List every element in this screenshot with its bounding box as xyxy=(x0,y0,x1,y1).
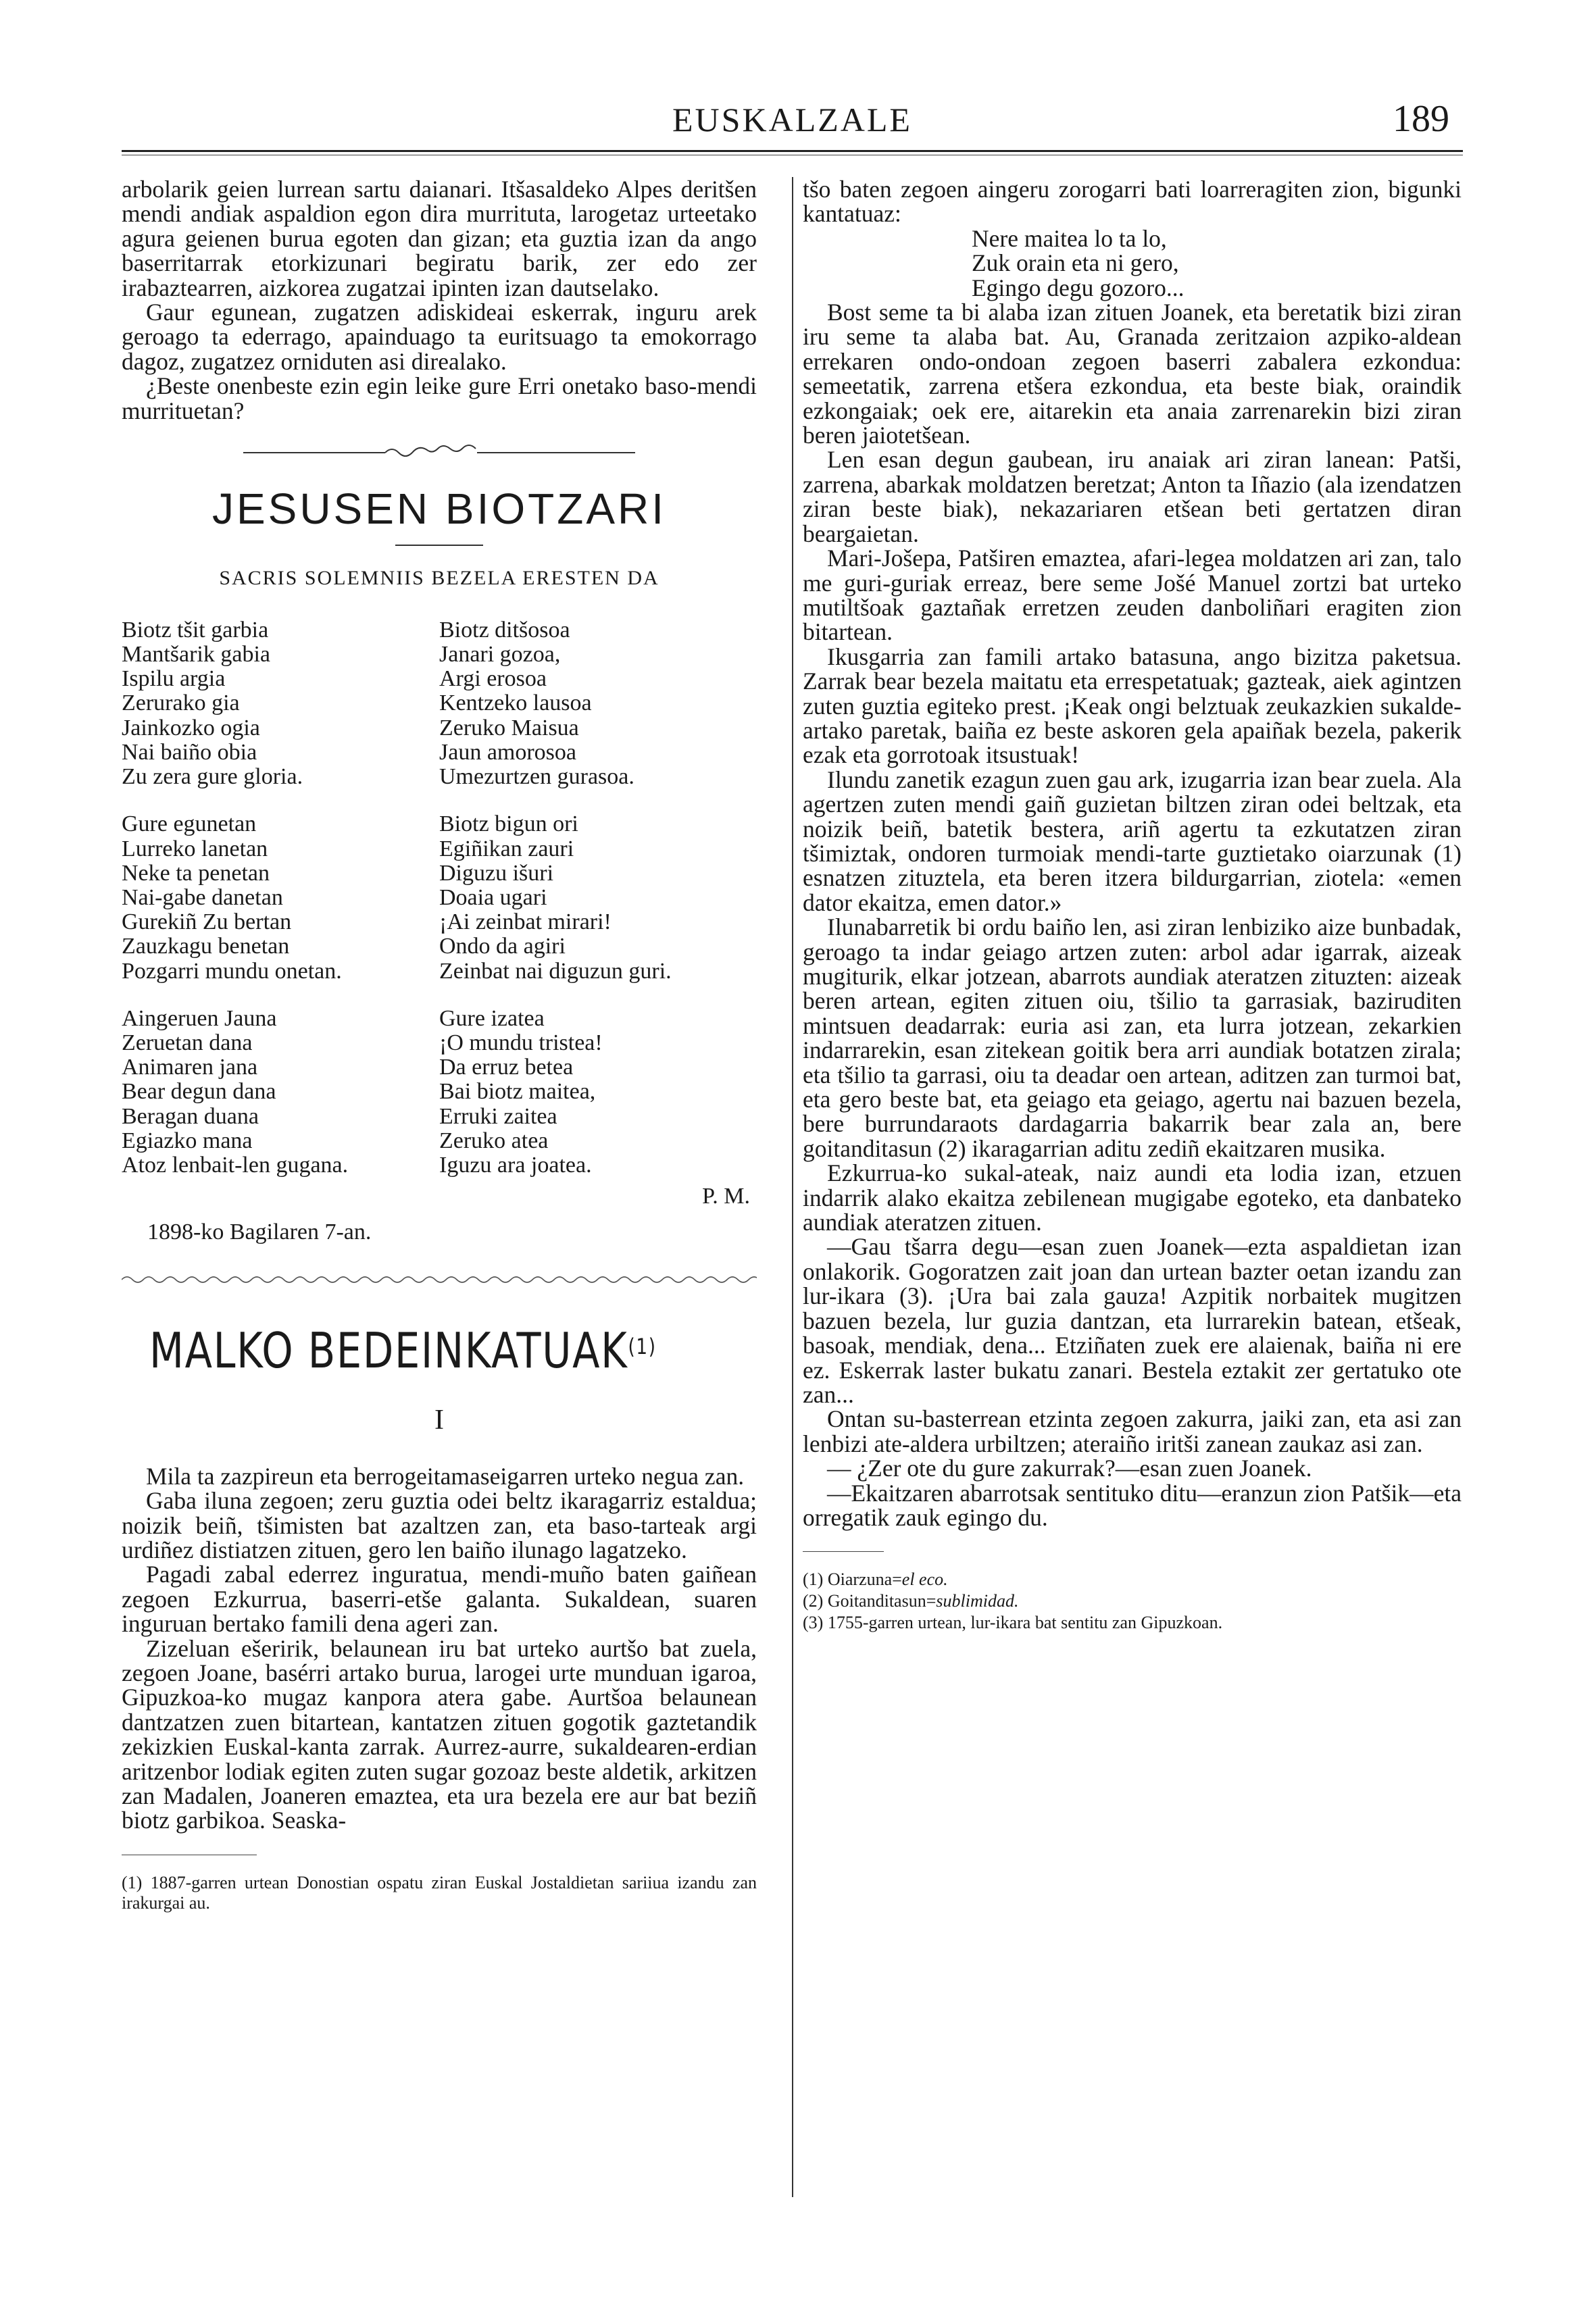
verse-line: Nai baiño obia xyxy=(122,739,257,765)
poem-right-column xyxy=(439,618,757,1201)
verse-line: Argi erosoa xyxy=(439,666,547,692)
footnote-italic: sublimidad. xyxy=(936,1591,1019,1611)
verse-line: Egingo degu gozoro... xyxy=(972,274,1184,301)
wavy-divider-icon xyxy=(122,1272,757,1288)
verse-line: Neke ta penetan xyxy=(122,860,270,886)
stanza xyxy=(122,1007,439,1178)
column-divider xyxy=(792,177,793,2197)
verse-line: Nere maitea lo ta lo, xyxy=(972,224,1167,252)
footnote-number: (2) xyxy=(803,1591,824,1611)
chapter-number: I xyxy=(434,1405,444,1436)
title-rule xyxy=(395,545,483,546)
verse-line: Iguzu ara joatea. xyxy=(439,1152,592,1178)
footnote xyxy=(803,1613,1462,1633)
verse-line: Animaren jana xyxy=(122,1055,258,1080)
verse-line: Bear degun dana xyxy=(122,1079,276,1105)
verse-line: Zeruetan dana xyxy=(122,1030,253,1055)
left-column xyxy=(122,177,757,1915)
story-paragraph: Mari-Jošepa, Patširen emaztea, afari-legea moldatzen ari zan, talo me guri-guriak erreaz, bere seme Jošé Manuel zortzi bat urteko mutiltšoak gaztañak erretzen zeuden danboliñari eragiten zion bitartean. xyxy=(803,545,1462,646)
ornament-divider-icon xyxy=(122,438,757,465)
story-paragraph: —Ekaitzaren abarrotsak sentituko ditu—eranzun zion Patšik—eta orregatik zauk egingo du. xyxy=(803,1479,1462,1531)
poem-title: JESUSEN BIOTZARI xyxy=(211,484,667,534)
footnote-text: Goitanditasun= xyxy=(827,1591,937,1611)
verse-line: Zeruko atea xyxy=(439,1128,549,1153)
intro-paragraph: Gaur egunean, zugatzen adiskideai eskerrak, inguru arek geroago ta ederrago, apainduago ta euritsuago ta emokorrago dagoz, zugatzez orniduten asi direalako. xyxy=(122,299,757,375)
footnote-text: 1755-garren urtean, lur-ikara bat sentitu zan Gipuzkoan. xyxy=(827,1613,1223,1633)
intro-paragraph: arbolarik geien lurrean sartu daianari. Itšasaldeko Alpes deritšen mendi andiak aspaldion egon dira murrituta, larogetaz urteetako agura geienen burua egoten dan gizan; eta guztia izan da ango baserritarrak etorkizunari begiratu barik, zer edo zer irabaztearren, aizkorea zugatzai ipinten izan dautselako. xyxy=(122,176,757,301)
verse-line: Umezurtzen gurasoa. xyxy=(439,764,634,790)
verse-line: Erruki zaitea xyxy=(439,1103,557,1129)
verse-line: Ondo da agiri xyxy=(439,934,566,959)
story-paragraph: Ilunabarretik bi ordu baiño len, asi ziran lenbiziko aize bunbadak, geroago ta indar geiago artzen zuten: arbol adar igarrak, aizeak mugiturik, elkar jotzean, abarrots aundiak ateratzen zituzten: aizeak beren artean, egiten zituen oiu, tšilio ta garrasiak, baziruditen mintsuen deadarrak: euria asi zan, eta lurra jotzean, zekarkien indarrarekin, esan zitekean goitik bera arri aundiak botatzen zirala; eta tšilio ta garrasi, oiu ta deadar oen artean, aditzen zan turmoi bat, eta gero beste bat, eta geiago eta geiago, agertu nai bazuen bezela, bere burrundaraots dardagarria bakarrik bear zala an, bere goitanditasun (2) ikaragarrian aditu zediñ ekaitzaren musika. xyxy=(803,913,1462,1162)
verse-line: Diguzu išuri xyxy=(439,860,554,886)
verse-line: Da erruz betea xyxy=(439,1055,574,1080)
verse-line: Zu zera gure gloria. xyxy=(122,764,303,790)
verse-line: Bai biotz maitea, xyxy=(439,1079,596,1105)
verse-line: Pozgarri mundu onetan. xyxy=(122,958,342,984)
story-paragraph: Bost seme ta bi alaba izan zituen Joanek, eta beretatik bizi ziran iru seme ta alaba bat. Au, Granada zeritzaion azpiko-aldean errekaren ondo-ondoan zegoen baserri zabalera ezkondua: semeetatik, zarrena etšera ezkondua, eta beste biak, oraindik ezkongaiak; oek ere, aitarekin eta anaia zarrenarekin bizi ziran beren jaiotetšean. xyxy=(803,299,1462,449)
running-head xyxy=(122,100,1463,147)
verse-line: Biotz tšit garbia xyxy=(122,617,269,643)
story-paragraph: tšo baten zegoen aingeru zorogarri bati loarreragiten zion, bigunki kantatuaz: xyxy=(803,176,1462,228)
verse-line: Beragan duana xyxy=(122,1103,259,1129)
verse-line: Janari gozoa, xyxy=(439,642,561,668)
footnote-italic: el eco. xyxy=(901,1569,948,1590)
verse-line: Lurreko lanetan xyxy=(122,836,268,861)
story-paragraph: Ikusgarria zan famili artako batasuna, ango bizitza paketsua. Zarrak bear bezela maitatu eta errespetatuak; gazteak, aiek agintzen zuten guztia egiteko prest. ¡Keak ongi belztuak zeukazkien sukalde-artako paretak, baiña ez beste askoren gela apaiñak bezela, pakerik ezak eta gorrotoak itsustuak! xyxy=(803,643,1462,769)
verse-line: Mantšarik gabia xyxy=(122,642,270,668)
verse-line: Egiazko mana xyxy=(122,1128,253,1153)
verse-line: Zeruko Maisua xyxy=(439,715,579,740)
footnotes xyxy=(803,1569,1462,1633)
poem-left-column xyxy=(122,618,439,1201)
footnote-rule xyxy=(803,1551,884,1552)
verse-line: Gurekiñ Zu bertan xyxy=(122,909,292,935)
verse-line: Biotz ditšosoa xyxy=(439,617,570,643)
verse-line: Gure egunetan xyxy=(122,811,257,837)
story-paragraph: Ontan su-basterrean etzinta zegoen zakurra, jaiki zan, eta asi zan lenbizi ate-aldera urbiltzen; ateraiño iritši zanean zaukaz asi zan. xyxy=(803,1405,1462,1457)
footnote-number: (1) xyxy=(803,1569,824,1590)
stanza xyxy=(122,618,439,789)
footnotes xyxy=(122,1873,757,1913)
footnote-text: Oiarzuna= xyxy=(827,1569,902,1590)
story-title-text: MALKO BEDEINKATUAK xyxy=(149,1322,628,1380)
story-title-note: (1) xyxy=(628,1334,657,1360)
journal-title: EUSKALZALE xyxy=(672,101,912,139)
footnote: (1) 1887-garren urtean Donostian ospatu ziran Euskal Jostaldietan sariiua izandu zan irakurgai au. xyxy=(122,1872,757,1913)
verse-line: Egiñikan zauri xyxy=(439,836,574,861)
verse-line: Doaia ugari xyxy=(439,884,547,910)
story-paragraph: Ilundu zanetik ezagun zuen gau ark, izugarria izan bear zuela. Ala agertzen zuten mendi gaiñ guzietan biltzen ziran odei beltzak, eta noizik beiñ, batetik bestera, ariñ agertu ta ezkutatzen ziran tšimiztak, ondoren turmoiak mendi-tarte guztietako oiarzunak (1) esnatzen zituztela, eta beren itzera bildurgarrian, ziotela: «emen dator ekaitza, emen dator.» xyxy=(803,765,1462,916)
poem-signature: P. M. xyxy=(702,1184,750,1209)
footnote xyxy=(803,1591,1462,1611)
verse-line: Gure izatea xyxy=(439,1005,545,1031)
verse-line: ¡Ai zeinbat mirari! xyxy=(439,909,612,935)
verse-line: Zeinbat nai diguzun guri. xyxy=(439,958,672,984)
header-rule xyxy=(122,150,1463,152)
story-paragraph: Mila ta zazpireun eta berrogeitamaseigarren urteko negua zan. xyxy=(146,1462,745,1490)
verse-line: Zerurako gia xyxy=(122,690,240,716)
verse-line: Zuk orain eta ni gero, xyxy=(972,249,1179,277)
verse-line: Aingeruen Jauna xyxy=(122,1005,277,1031)
verse-line: Jainkozko ogia xyxy=(122,715,260,740)
story-paragraph: Zizeluan ešeririk, belaunean iru bat urteko aurtšo bat zuela, zegoen Joane, basérri artako burua, larogei urte munduan igaroa, Gipuzkoa-ko mugaz kanpora atera gabe. Aurtšoa belaunean dantzatzen zuen bitartean, kantatzen zituen gogotik gaztetandik zekizkien Euskal-kanta zarrak. Aurrez-aurre, sukaldearen-erdian aritzenbor lodiak egiten zuten sugar gozoaz beste aldetik, arkitzen zan Madalen, Joaneren emaztea, eta ura bezela ere aur bat beziñ biotz garbikoa. Seaska- xyxy=(122,1634,757,1834)
intro-paragraph: ¿Beste onenbeste ezin egin leike gure Erri onetako baso-mendi murrituetan? xyxy=(122,372,757,424)
verse-line: Biotz bigun ori xyxy=(439,811,578,837)
poem-body xyxy=(122,618,757,1201)
lullaby xyxy=(803,226,1462,300)
verse-line: ¡O mundu tristea! xyxy=(439,1030,603,1055)
stanza xyxy=(122,812,439,983)
story-paragraph: Gaba iluna zegoen; zeru guztia odei beltz ikaragarriz estaldua; noizik beiñ, tšimisten bat azaltzen zan, eta baso-tarteak argi urdiñez distiatzen zituen, gero len baiño ilunago lagatzeko. xyxy=(122,1487,757,1563)
stanza xyxy=(439,1007,757,1178)
poem-date: 1898-ko Bagilaren 7-an. xyxy=(147,1219,372,1244)
stanza xyxy=(439,618,757,789)
verse-line: Zauzkagu benetan xyxy=(122,934,290,959)
story-paragraph: — ¿Zer ote du gure zakurrak?—esan zuen Joanek. xyxy=(827,1455,1312,1482)
story-paragraph: —Gau tšarra degu—esan zuen Joanek—ezta aspaldietan izan onlakorik. Gogoratzen zait joan dan urtean bazter oetan izandu zan lur-ikara (3). ¡Ura bai zala gauza! Azpitik norbaitek mugitzen bazuen bezela, lur guzia dantzan, eta lurrarekin batean, etšeak, basoak, mendiak, dena... Etziñaten zuek ere alaienak, baiña ni ere ez. Eskerrak laster bukatu zanari. Bestela eztakit zer gertatuko ote zan... xyxy=(803,1233,1462,1408)
story-paragraph: Len esan degun gaubean, iru anaiak ari ziran lanean: Patši, zarrena, abarkak moldatzen beretzat; Anton ta Iñazio (ala izendatzen ziran beste biak), nekazariaren etšean beti gertatzen diran beargaietan. xyxy=(803,446,1462,547)
footnote-number: (3) xyxy=(803,1613,824,1633)
story-title xyxy=(122,1320,657,1381)
stanza xyxy=(439,812,757,983)
story-paragraph: Ezkurrua-ko sukal-ateak, naiz aundi eta lodia izan, etzuen indarrik alako ekaitza zebilenean mugigabe egoteko, eta danbateko aundiak ateratzen zituen. xyxy=(803,1159,1462,1236)
verse-line: Jaun amorosoa xyxy=(439,739,577,765)
verse-line: Nai-gabe danetan xyxy=(122,884,283,910)
verse-line: Ispilu argia xyxy=(122,666,226,692)
poem-subtitle: SACRIS SOLEMNIIS BEZELA ERESTEN DA xyxy=(219,567,659,590)
footnote xyxy=(803,1569,1462,1590)
verse-line: Atoz lenbait-len gugana. xyxy=(122,1152,349,1178)
story-paragraph: Pagadi zabal ederrez inguratua, mendi-muño baten gaiñean zegoen Ezkurrua, baserri-etše galanta. Sukaldean, suaren inguruan bertako famili dena ageri zan. xyxy=(122,1561,757,1638)
verse-line: Kentzeko lausoa xyxy=(439,690,592,716)
right-column xyxy=(803,177,1462,1634)
page-number: 189 xyxy=(1393,98,1449,140)
